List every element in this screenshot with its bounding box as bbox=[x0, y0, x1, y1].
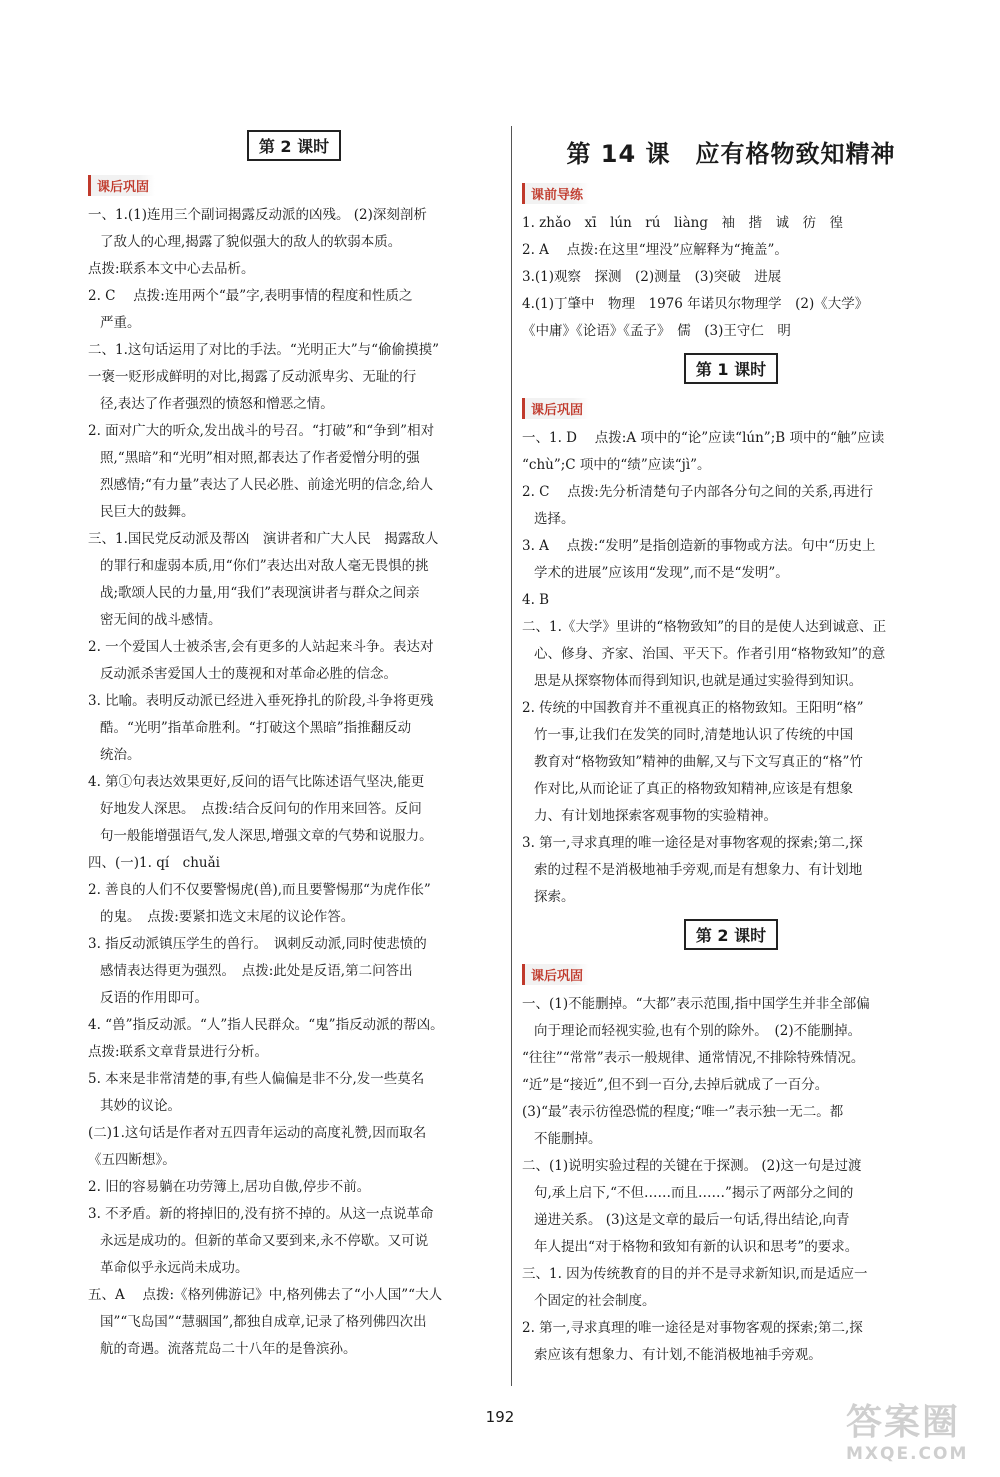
answer-line: 作对比,从而论证了真正的格物致知精神,应该是有想象 bbox=[534, 781, 854, 797]
answer-line: “往往”“常常”表示一般规律、通常情况,不排除特殊情况。 bbox=[522, 1050, 865, 1066]
answer-line: 一、(1)不能删掉。“大都”表示范围,指中国学生并非全部偏 bbox=[522, 996, 870, 1012]
answer-line: “chù”;C 项中的“绩”应读“jì”。 bbox=[522, 457, 711, 473]
left-column bbox=[88, 130, 500, 1363]
answer-line: 3. 第一,寻求真理的唯一途径是对事物客观的探索;第二,探 bbox=[522, 835, 863, 851]
answer-line: 2. 第一,寻求真理的唯一途径是对事物客观的探索;第二,探 bbox=[522, 1320, 863, 1336]
page-number: 192 bbox=[485, 1408, 515, 1426]
answer-line: 严重。 bbox=[100, 315, 141, 331]
answer-list bbox=[522, 210, 940, 345]
answer-line: 一、1. D 点拨:A 项中的“论”应读“lún”;B 项中的“触”应读 bbox=[522, 430, 885, 446]
answer-line: 索应该有想象力、有计划,不能消极地袖手旁观。 bbox=[534, 1347, 822, 1363]
answer-line: 战;歌颂人民的力量,用“我们”表现演讲者与群众之间亲 bbox=[100, 585, 420, 601]
category-tag: 课后巩固 bbox=[88, 175, 155, 196]
answer-line: 《中庸》《论语》《孟子》 儒 (3)王守仁 明 bbox=[522, 323, 791, 339]
answer-line: 民巨大的鼓舞。 bbox=[100, 504, 195, 520]
answer-line: 选择。 bbox=[534, 511, 575, 527]
answer-line: 4.(1)丁肇中 物理 1976 年诺贝尔物理学 (2)《大学》 bbox=[522, 296, 869, 312]
answer-line: 探索。 bbox=[534, 889, 575, 905]
category-tag: 课后巩固 bbox=[522, 398, 589, 419]
answer-line: 的鬼。 点拨:要紧扣选文末尾的议论作答。 bbox=[100, 909, 355, 925]
answer-list bbox=[522, 991, 940, 1369]
answer-line: (3)“最”表示彷徨恐慌的程度;“唯一”表示独一无二。都 bbox=[522, 1104, 844, 1120]
answer-line: 2. 旧的容易躺在功劳簿上,居功自傲,停步不前。 bbox=[88, 1179, 371, 1195]
answer-line: 五、A 点拨:《格列佛游记》中,格列佛去了“小人国”“大人 bbox=[88, 1287, 443, 1303]
answer-line: 句一般能增强语气,发人深思,增强文章的气势和说服力。 bbox=[100, 828, 433, 844]
answer-line: 1. zhǎo xī lún rú liàng 袖 揩 诚 彷 徨 bbox=[522, 215, 843, 231]
answer-line: 2. 善良的人们不仅要警惕虎(兽),而且要警惕那“为虎作伥” bbox=[88, 882, 431, 898]
answer-line: 不能删掉。 bbox=[534, 1131, 602, 1147]
category-tag: 课后巩固 bbox=[522, 964, 589, 985]
answer-line: 向于理论而轻视实验,也有个别的除外。 (2)不能删掉。 bbox=[534, 1023, 862, 1039]
answer-line: 教育对“格物致知”精神的曲解,又与下文写真正的“格”竹 bbox=[534, 754, 863, 770]
answer-line: (二)1.这句话是作者对五四青年运动的高度礼赞,因而取名 bbox=[88, 1125, 427, 1141]
answer-line: 心、修身、齐家、治国、平天下。作者引用“格物致知”的意 bbox=[534, 646, 886, 662]
right-column bbox=[522, 130, 940, 1369]
answer-line: 5. 本来是非常清楚的事,有些人偏偏是非不分,发一些莫名 bbox=[88, 1071, 425, 1087]
answer-line: 2. 面对广大的听众,发出战斗的号召。“打破”和“争到”相对 bbox=[88, 423, 435, 439]
answer-line: 《五四断想》。 bbox=[88, 1152, 176, 1168]
answer-line: 三、1. 因为传统教育的目的并不是寻求新知识,而是适应一 bbox=[522, 1266, 868, 1282]
answer-line: 照,“黑暗”和“光明”相对照,都表达了作者爱憎分明的强 bbox=[100, 450, 420, 466]
answer-line: 的罪行和虚弱本质,用“你们”表达出对敌人毫无畏惧的挑 bbox=[100, 558, 429, 574]
answer-line: 句,承上启下,“不但……而且……”揭示了两部分之间的 bbox=[534, 1185, 854, 1201]
answer-line: 4. 第①句表达效果更好,反问的语气比陈述语气坚决,能更 bbox=[88, 774, 425, 790]
answer-line: 反动派杀害爱国人士的蔑视和对革命必胜的信念。 bbox=[100, 666, 397, 682]
answer-line: “近”是“接近”,但不到一百分,去掉后就成了一百分。 bbox=[522, 1077, 829, 1093]
answer-line: 2. C 点拨:先分析清楚句子内部各分句之间的关系,再进行 bbox=[522, 484, 874, 500]
answer-line: 酷。“光明”指革命胜利。“打破这个黑暗”指推翻反动 bbox=[100, 720, 412, 736]
answer-line: 思是从探察物体而得到知识,也就是通过实验得到知识。 bbox=[534, 673, 863, 689]
watermark-url: MXQE.COM bbox=[846, 1444, 969, 1464]
answer-line: 索的过程不是消极地袖手旁观,而是有想象力、有计划地 bbox=[534, 862, 863, 878]
answer-line: 二、(1)说明实验过程的关键在于探测。 (2)这一句是过渡 bbox=[522, 1158, 862, 1174]
answer-line: 点拨:联系本文中心去品析。 bbox=[88, 261, 255, 277]
answer-line: 革命似乎永远尚未成功。 bbox=[100, 1260, 249, 1276]
answer-line: 个固定的社会制度。 bbox=[534, 1293, 656, 1309]
answer-line: 3. 比喻。表明反动派已经进入垂死挣扎的阶段,斗争将更残 bbox=[88, 693, 434, 709]
answer-line: 竹一事,让我们在发笑的同时,清楚地认识了传统的中国 bbox=[534, 727, 854, 743]
section-label: 第 1 课时 bbox=[684, 353, 778, 384]
answer-line: 3. 指反动派镇压学生的兽行。 讽刺反动派,同时使悲愤的 bbox=[88, 936, 427, 952]
answer-line: 密无间的战斗感情。 bbox=[100, 612, 222, 628]
section-label: 第 2 课时 bbox=[684, 919, 778, 950]
answer-line: 三、1.国民党反动派及帮凶 演讲者和广大人民 揭露敌人 bbox=[88, 531, 439, 547]
answer-line: 航的奇遇。流落荒岛二十八年的是鲁滨孙。 bbox=[100, 1341, 357, 1357]
watermark-text: 答案圈 bbox=[846, 1402, 961, 1443]
lesson-title: 第 14 课 应有格物致知精神 bbox=[566, 140, 896, 168]
answer-line: 学术的进展”应该用“发现”,而不是“发明”。 bbox=[534, 565, 789, 581]
answer-line: 2. 传统的中国教育并不重视真正的格物致知。王阳明“格” bbox=[522, 700, 864, 716]
answer-line: 感情表达得更为强烈。 点拨:此处是反语,第二问答出 bbox=[100, 963, 413, 979]
answer-list bbox=[522, 425, 940, 911]
answer-line: 2. C 点拨:连用两个“最”字,表明事情的程度和性质之 bbox=[88, 288, 413, 304]
answer-line: 二、1.《大学》里讲的“格物致知”的目的是使人达到诚意、正 bbox=[522, 619, 887, 635]
answer-line: 好地发人深思。 点拨:结合反问句的作用来回答。反问 bbox=[100, 801, 422, 817]
answer-line: 点拨:联系文章背景进行分析。 bbox=[88, 1044, 269, 1060]
category-tag: 课前导练 bbox=[522, 183, 589, 204]
section-heading bbox=[522, 353, 940, 384]
watermark-logo bbox=[846, 1402, 986, 1472]
section-heading bbox=[88, 130, 500, 161]
answer-line: 年人提出“对于格物和致知有新的认识和思考”的要求。 bbox=[534, 1239, 859, 1255]
answer-line: 二、1.这句话运用了对比的手法。“光明正大”与“偷偷摸摸” bbox=[88, 342, 439, 358]
answer-line: 一、1.(1)连用三个副词揭露反动派的凶残。 (2)深刻剖析 bbox=[88, 207, 427, 223]
answer-line: 烈感情;“有力量”表达了人民必胜、前途光明的信念,给人 bbox=[100, 477, 434, 493]
answer-line: 4. “兽”指反动派。“人”指人民群众。“鬼”指反动派的帮凶。 bbox=[88, 1017, 444, 1033]
answer-line: 3. A 点拨:“发明”是指创造新的事物或方法。句中“历史上 bbox=[522, 538, 876, 554]
column-divider bbox=[511, 126, 512, 1386]
answer-line: 一褒一贬形成鲜明的对比,揭露了反动派卑劣、无耻的行 bbox=[88, 369, 417, 385]
answer-list bbox=[88, 202, 500, 1363]
answer-line: 反语的作用即可。 bbox=[100, 990, 208, 1006]
section-label: 第 2 课时 bbox=[247, 130, 341, 161]
answer-line: 2. A 点拨:在这里“埋没”应解释为“掩盖”。 bbox=[522, 242, 788, 258]
answer-line: 四、(一)1. qí chuǎi bbox=[88, 855, 220, 871]
answer-line: 了敌人的心理,揭露了貌似强大的敌人的软弱本质。 bbox=[100, 234, 402, 250]
answer-line: 力、有计划地探索客观事物的实验精神。 bbox=[534, 808, 777, 824]
section-heading bbox=[522, 919, 940, 950]
answer-line: 递进关系。 (3)这是文章的最后一句话,得出结论,向青 bbox=[534, 1212, 850, 1228]
answer-line: 3. 不矛盾。新的将掉旧的,没有挤不掉的。从这一点说革命 bbox=[88, 1206, 434, 1222]
answer-line: 4. B bbox=[522, 592, 550, 608]
answer-line: 径,表达了作者强烈的愤怒和憎恶之情。 bbox=[100, 396, 334, 412]
answer-line: 其妙的议论。 bbox=[100, 1098, 181, 1114]
answer-line: 国”“飞岛国”“慧骃国”,都独自成章,记录了格列佛四次出 bbox=[100, 1314, 427, 1330]
answer-line: 3.(1)观察 探测 (2)测量 (3)突破 进展 bbox=[522, 269, 782, 285]
answer-line: 2. 一个爱国人士被杀害,会有更多的人站起来斗争。表达对 bbox=[88, 639, 434, 655]
answer-line: 永远是成功的。但新的革命又要到来,永不停歇。又可说 bbox=[100, 1233, 429, 1249]
answer-line: 统治。 bbox=[100, 747, 141, 763]
